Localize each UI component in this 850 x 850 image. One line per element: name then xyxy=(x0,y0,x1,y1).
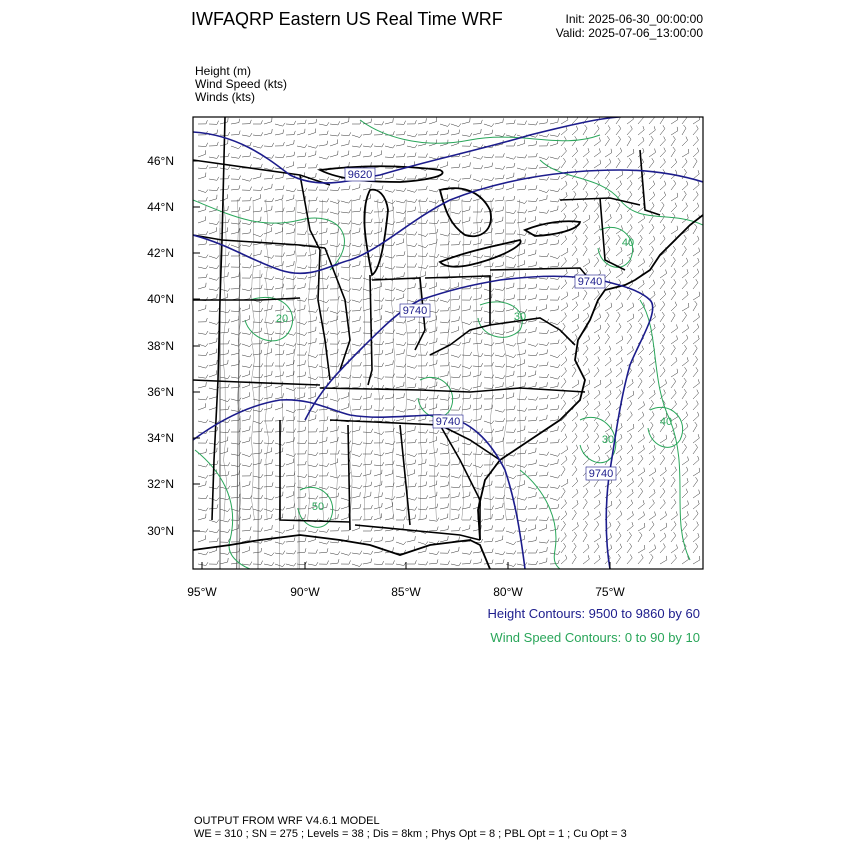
field-label-wind-speed: Wind Speed (kts) xyxy=(195,77,288,91)
lat-label: 34°N xyxy=(147,431,174,445)
lon-label: 80°W xyxy=(493,585,523,599)
lat-label: 32°N xyxy=(147,477,174,491)
lat-label: 44°N xyxy=(147,200,174,214)
map-title: IWFAQRP Eastern US Real Time WRF xyxy=(191,9,503,29)
model-info-line2: WE = 310 ; SN = 275 ; Levels = 38 ; Dis = 8km ; Phys Opt = 8 ; PBL Opt = 1 ; Cu Opt = 3 xyxy=(194,828,627,840)
latitude-labels xyxy=(147,154,174,538)
lon-label: 75°W xyxy=(595,585,625,599)
lat-label: 40°N xyxy=(147,292,174,306)
height-label: 9740 xyxy=(577,276,603,288)
lat-label: 36°N xyxy=(147,385,174,399)
height-contour-legend: Height Contours: 9500 to 9860 by 60 xyxy=(487,606,700,621)
lat-label: 42°N xyxy=(147,246,174,260)
height-label: 9740 xyxy=(588,468,614,480)
wind-label: 40 xyxy=(621,237,635,249)
lon-label: 90°W xyxy=(290,585,320,599)
wind-label: 30 xyxy=(513,311,527,323)
lon-label: 85°W xyxy=(391,585,421,599)
height-label: 9620 xyxy=(347,169,373,181)
height-label: 9740 xyxy=(435,416,461,428)
lon-label: 95°W xyxy=(187,585,217,599)
lat-label: 38°N xyxy=(147,339,174,353)
field-label-height: Height (m) xyxy=(195,64,252,78)
height-label: 9740 xyxy=(402,305,428,317)
lat-label: 46°N xyxy=(147,154,174,168)
lat-label: 30°N xyxy=(147,524,174,538)
wind-label: 30 xyxy=(601,434,615,446)
valid-time: Valid: 2025-07-06_13:00:00 xyxy=(555,26,703,40)
init-time: Init: 2025-06-30_00:00:00 xyxy=(565,12,703,26)
wind-label: 40 xyxy=(659,416,673,428)
wind-label: 50 xyxy=(311,501,325,513)
wind-contour-legend: Wind Speed Contours: 0 to 90 by 10 xyxy=(490,630,700,645)
field-label-winds: Winds (kts) xyxy=(195,90,255,104)
longitude-labels xyxy=(187,585,625,599)
wind-label: 20 xyxy=(275,313,289,325)
model-info-line1: OUTPUT FROM WRF V4.6.1 MODEL xyxy=(194,815,380,827)
